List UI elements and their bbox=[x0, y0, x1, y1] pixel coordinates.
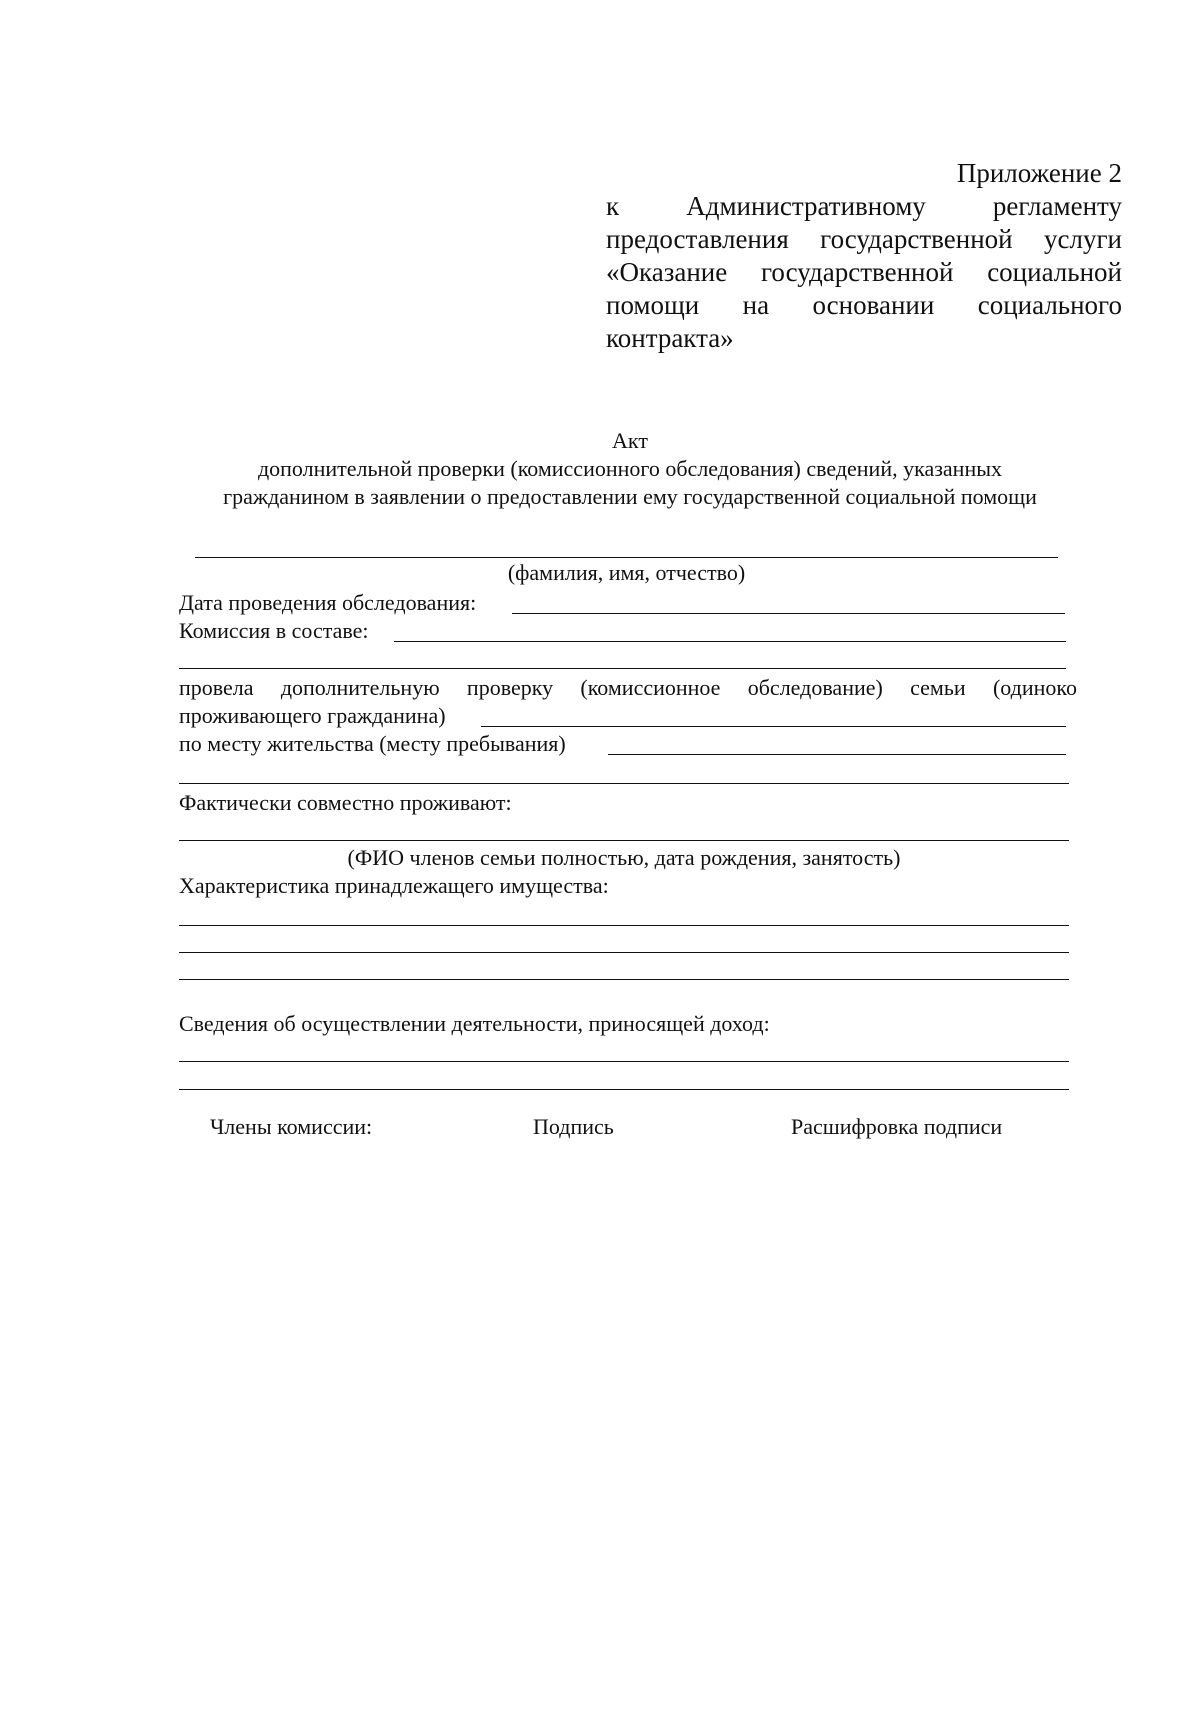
appendix-word: помощи bbox=[606, 290, 700, 320]
appendix-word: регламенту bbox=[992, 191, 1122, 221]
appendix-word: услуги bbox=[1044, 224, 1122, 254]
property-label: Характеристика принадлежащего имущества: bbox=[179, 873, 609, 898]
fio-caption: (фамилия, имя, отчество) bbox=[507, 560, 746, 585]
residence-field-line[interactable] bbox=[608, 754, 1066, 755]
signature-label: Подпись bbox=[533, 1114, 614, 1139]
commission-extra-line[interactable] bbox=[179, 668, 1066, 669]
conducted-line-2: проживающего гражданина) bbox=[179, 703, 446, 728]
conducted-word: обследование) bbox=[747, 675, 883, 700]
act-title: Акт bbox=[612, 428, 648, 453]
appendix-line-2 bbox=[606, 223, 1122, 256]
conducted-word: (одиноко bbox=[992, 675, 1077, 700]
appendix-header bbox=[606, 157, 1122, 355]
appendix-word: социальной bbox=[987, 257, 1122, 287]
appendix-number: Приложение 2 bbox=[956, 158, 1122, 188]
appendix-line-4 bbox=[606, 289, 1122, 322]
property-line-1[interactable] bbox=[179, 925, 1069, 926]
appendix-word: на bbox=[742, 290, 770, 320]
appendix-word: основании bbox=[812, 290, 935, 320]
family-caption: (ФИО членов семьи полностью, дата рождения, занятость) bbox=[347, 845, 901, 870]
appendix-word: Административному bbox=[686, 191, 926, 221]
income-line-1[interactable] bbox=[179, 1061, 1069, 1062]
appendix-word: государственной bbox=[761, 257, 954, 287]
property-line-3[interactable] bbox=[179, 979, 1069, 980]
appendix-word: государственной bbox=[820, 224, 1013, 254]
appendix-word: социального bbox=[977, 290, 1122, 320]
appendix-word: предоставления bbox=[606, 224, 789, 254]
conducted-word: провела bbox=[179, 675, 254, 700]
members-label: Члены комиссии: bbox=[210, 1114, 373, 1139]
conducted-word: (комиссионное bbox=[580, 675, 721, 700]
appendix-word: к bbox=[606, 191, 620, 221]
appendix-line-3 bbox=[606, 256, 1122, 289]
income-label: Сведения об осуществлении деятельности, приносящей доход: bbox=[179, 1011, 770, 1036]
appendix-line-1 bbox=[606, 190, 1122, 223]
signature-decoding-label: Расшифровка подписи bbox=[791, 1114, 1003, 1139]
residence-extra-line[interactable] bbox=[179, 783, 1069, 784]
citizen-field-line[interactable] bbox=[481, 726, 1066, 727]
commission-label: Комиссия в составе: bbox=[179, 618, 369, 643]
conducted-word: семьи bbox=[910, 675, 966, 700]
fio-line[interactable] bbox=[195, 557, 1058, 558]
appendix-line-5: контракта» bbox=[606, 323, 734, 353]
family-members-line[interactable] bbox=[179, 840, 1069, 841]
conducted-line-1 bbox=[179, 675, 1077, 701]
date-field-line[interactable] bbox=[512, 613, 1065, 614]
act-subtitle-line-1: дополнительной проверки (комиссионного обследования) сведений, указанных bbox=[257, 456, 1003, 481]
date-label: Дата проведения обследования: bbox=[179, 590, 477, 615]
residence-label: по месту жительства (месту пребывания) bbox=[179, 731, 566, 756]
act-subtitle-line-2: гражданином в заявлении о предоставлении ему государственной социальной помощи bbox=[223, 484, 1037, 509]
living-together-label: Фактически совместно проживают: bbox=[179, 790, 512, 815]
property-line-2[interactable] bbox=[179, 952, 1069, 953]
conducted-word: дополнительную bbox=[280, 675, 440, 700]
commission-field-line[interactable] bbox=[394, 641, 1066, 642]
income-line-2[interactable] bbox=[179, 1089, 1069, 1090]
appendix-word: «Оказание bbox=[606, 257, 728, 287]
conducted-word: проверку bbox=[466, 675, 554, 700]
